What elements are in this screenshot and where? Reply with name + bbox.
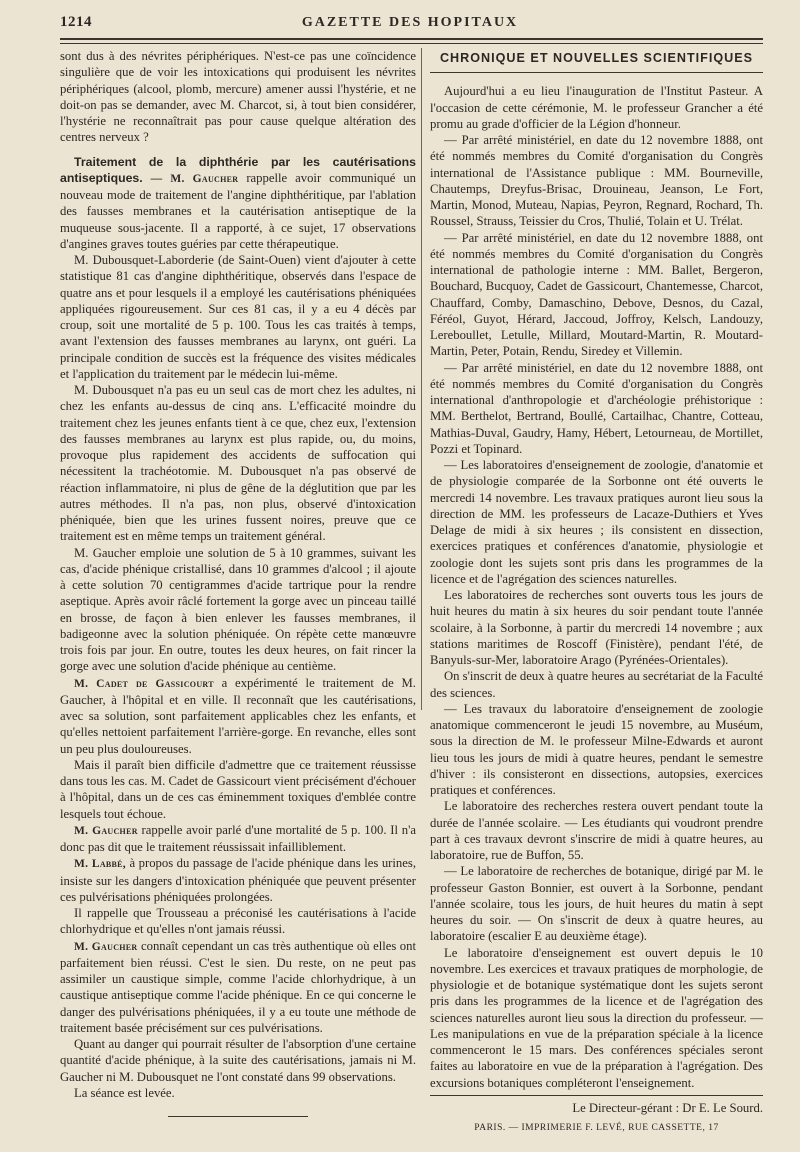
paragraph: On s'inscrit de deux à quatre heures au secrétariat de la Faculté des sciences.: [430, 669, 763, 700]
paragraph: Le laboratoire des recherches restera ouvert pendant toute la durée de l'année scolaire. — Les étudiants qui voudront prendre part à ces travaux devront s'inscrire de midi à quatre heures, au laboratoire, rue de Buffon, 55.: [430, 799, 763, 862]
header-rule-thin: [60, 43, 763, 44]
paragraph-text: rappelle avoir communiqué un nouveau mode de traitement de l'angine diphthéritique, par l'ablation des fausses membranes et la cautérisation antiseptique de la muqueuse sous-jacente. Il a rapporté, à ce sujet, 17 observations d'angines graves toutes guéries par cette thérapeutique.: [60, 170, 416, 251]
speaker-name: M. Cadet de Gassicourt: [74, 677, 214, 690]
signature: Le Directeur-gérant : Dr E. Le Sourd.: [430, 1095, 763, 1116]
section-heading: CHRONIQUE ET NOUVELLES SCIENTIFIQUES: [430, 50, 763, 73]
paragraph: Les laboratoires de recherches sont ouverts tous les jours de huit heures du matin à six heures du soir pendant toute l'année scolaire, à la Sorbonne, à partir du mercredi 14 novembre ; aux stations maritimes de Roscoff (Finistère), pendant l'été, de Banyuls-sur-Mer, laboratoire Arago (Pyrénées-Orientales).: [430, 588, 763, 667]
paragraph: [60, 675, 416, 757]
right-column: [430, 48, 763, 1136]
paragraph-text: à propos du passage de l'acide phénique dans les urines, insiste sur les dangers d'intoxication phéniquée que peuvent présenter ces pulvérisations phéniquées prolongées.: [60, 856, 416, 904]
page-header: [60, 14, 760, 34]
left-column: [60, 48, 416, 1121]
paragraph: — Les travaux du laboratoire d'enseignement de zoologie anatomique commenceront le jeudi 15 novembre, au Muséum, sous la direction de M. le professeur Milne-Edwards et auront lieu tous les jours de midi à quatre heures, pendant le semestre d'hiver : ils consisteront en dissections, autopsies, exercices pratiques et conférences.: [430, 701, 763, 797]
paragraph: — Le laboratoire de recherches de botanique, dirigé par M. le professeur Gaston Bonnier, est ouvert à la Sorbonne, pendant l'année scolaire, tous les jours, de huit heures du matin à sept heures du soir. — On s'inscrit de deux à quatre heures, au laboratoire (escalier E au deuxième étage).: [430, 864, 763, 944]
column-divider: [421, 48, 422, 710]
paragraph-text: rappelle avoir parlé d'une mortalité de 5 p. 100. Il n'a donc pas dit que le traitement réussissait infailliblement.: [60, 822, 416, 854]
paragraph-text: a expérimenté le traitement de M. Gaucher, à l'hôpital et en ville. Il reconnaît que les cautérisations, avec sa solution, sont parfaitement applicables chez les enfants, et qu'elles nettoient parfaitement l'arrière-gorge. En revanche, elles sont un peu plus douloureuses.: [60, 675, 416, 756]
running-title: GAZETTE DES HOPITAUX: [301, 15, 519, 30]
paragraph: M. Dubousquet n'a pas eu un seul cas de mort chez les adultes, ni chez les enfants au-dessus de cinq ans. L'efficacité moindre du traitement chez les jeunes enfants tient à ce que, chez eux, l'extension des fausses membranes au larynx est plus rapide, ou, du moins, provoque plus rapidement des accidents de suffocation qui nécessitent la trachéotomie. M. Dubousquet n'a pas observé de réaction inflammatoire, ni plus de gêne de la déglutition que par les autres méthodes. Il n'a pas, non plus, observé d'intoxication phéniquée, bien que les urines fussent noires, preuve que ce traitement est en même temps un traitement général.: [60, 383, 416, 544]
paragraph: Aujourd'hui a eu lieu l'inauguration de l'Institut Pasteur. A l'occasion de cette cérémonie, M. le professeur Grancher a été promu au grade d'officier de la Légion d'honneur.: [430, 84, 763, 131]
speaker-name: — M. Gaucher: [150, 172, 239, 185]
paragraph: — Par arrêté ministériel, en date du 12 novembre 1888, ont été nommés membres du Comité d'organisation du Congrès international de pathologie interne : MM. Ballet, Bergeron, Bouchard, Bucquoy, Cadet de Gassicourt, Chantemesse, Charcot, Chauffard, Comby, Damaschino, Debove, Desnos, du Cazal, Féréol, Guyot, Hérard, Jaccoud, Joffroy, Kelsch, Landouzy, Lereboullet, Letulle, Millard, Moutard-Martin, R. Moutard-Martin, Peter, Potain, Rendu, Siredey et Villemin.: [430, 230, 763, 359]
speaker-name: M. Labbé,: [74, 858, 126, 871]
speaker-name: M. Gaucher: [74, 940, 138, 953]
header-rule: [60, 38, 763, 40]
paragraph-text: connaît cependant un cas très authentique où elles ont parfaitement bien réussi. C'est le sien. Du reste, on ne peut pas assimiler un caustique simple, comme l'acide chlorhydrique, à un caustique antiseptique comme l'acide phénique. En ce qui concerne le danger des pulvérisations phéniquées, il y a eu toute une méthode de traitement basée précisément sur ces pulvérisations.: [60, 938, 416, 1035]
section-paragraph: [60, 154, 416, 253]
paragraph: [60, 822, 416, 856]
paragraph: La séance est levée.: [74, 1085, 175, 1100]
paragraph: M. Gaucher emploie une solution de 5 à 10 grammes, suivant les cas, d'acide phénique cristallisé, dans 10 grammes d'alcool ; il ajoute à cette solution 70 centigrammes d'acide tartrique pour la rendre aseptique. Après avoir râclé fortement la gorge avec un pinceau taillé en brosse, de façon à bien enlever les fausses membranes, il badigeonne avec la solution phéniquée. On répète cette manœuvre trois fois par jour. En outre, toutes les deux heures, on fait rincer la gorge avec une solution d'acide phénique au centième.: [60, 545, 416, 674]
paragraph: M. Dubousquet-Laborderie (de Saint-Ouen) vient d'ajouter à cette statistique 81 cas d'angine diphthéritique, observés dans l'espace de quatre ans et pour lesquels il a employé les cautérisations phéniquées appliquées rigoureusement. Sur ces 81 cas, il y a eu 4 décès par croup, soit une mortalité de 5 p. 100. Tous les cas traités à temps, avant l'extension des fausses membranes au larynx, ont guéri. La principale condition de succès est la fréquence des visites médicales et l'application du traitement par le médecin lui-même.: [60, 253, 416, 381]
paragraph: [60, 938, 416, 1037]
paragraph: Le laboratoire d'enseignement est ouvert depuis le 10 novembre. Les exercices et travaux pratiques de morphologie, de physiologie et de botanique systématique dont les sujets seront pris dans les programmes de la licence et de l'agrégation des sciences naturelles auront lieu sous la direction du professeur. — Les manipulations en vue de la préparation spéciale à la licence commenceront le 15 mars. Des conférences spéciales seront faites au laboratoire en vue de la préparation à l'agrégation. Des excursions botaniques compléteront l'enseignement.: [430, 945, 763, 1090]
page-number: 1214: [60, 14, 92, 30]
paragraph: [60, 855, 416, 905]
paragraph: — Par arrêté ministériel, en date du 12 novembre 1888, ont été nommés membres du Comité d'organisation du Congrès international d'anthropologie et d'archéologie préhistorique : MM. Berthelot, Bertrand, Boullé, Cartailhac, Chantre, Cotteau, Mathias-Duval, Gaudry, Hamy, Hébert, Letourneau, de Mortillet, Pozzi et Topinard.: [430, 360, 763, 456]
printer-imprint: PARIS. — IMPRIMERIE F. LEVÉ, RUE CASSETTE, 17: [474, 1123, 719, 1133]
paragraph: sont dus à des névrites périphériques. N'est-ce pas une coïncidence singulière que de voir les intoxications qui produisent les névrites périphériques (alcool, plomb, mercure) amener aussi l'hystérie, et ne doit-on pas se demander, avec M. Charcot, si, à tout bien considérer, l'hystérie ne reconnaîtrait pas pour cause quelque altération des centres nerveux ?: [60, 49, 416, 145]
paragraph: — Les laboratoires d'enseignement de zoologie, d'anatomie et de physiologie comparée de la Sorbonne ont été ouverts le mercredi 14 novembre. Les travaux pratiques auront lieu sous la direction de MM. les professeurs de Lacaze-Duthiers et Yves Delage de midi à six heures ; ils consistent en dissection, exercices pratiques et conférences d'anatomie, physiologie et zoologie dont les sujets sont pris dans les programmes de la licence et de l'agrégation des sciences naturelles.: [430, 458, 763, 586]
speaker-name: M. Gaucher: [74, 824, 138, 837]
paragraph: Il rappelle que Trousseau a préconisé les cautérisations à l'acide chlorhydrique et qu'elles n'ont jamais réussi.: [60, 906, 416, 937]
paragraph: Quant au danger qui pourrait résulter de l'absorption d'une certaine quantité d'acide phénique, à la suite des cautérisations, jamais ni M. Gaucher ni M. Dubousquet ne l'ont constaté dans 99 observations.: [60, 1037, 416, 1084]
end-rule: [60, 1105, 416, 1121]
paragraph: Mais il paraît bien difficile d'admettre que ce traitement réussisse dans tous les cas. M. Cadet de Gassicourt vient précisément d'échouer à l'hôpital, dans un de ces cas éminemment toxiques d'emblée contre lesquels tout échoue.: [60, 757, 416, 821]
paragraph: — Par arrêté ministériel, en date du 12 novembre 1888, ont été nommés membres du Comité d'organisation du Congrès international de l'Assistance publique : MM. Bourneville, Chautemps, Dreyfus-Brisac, Drouineau, Jeanson, Le Fort, Martin, Monod, Muteau, Napias, Peyron, Regnard, Rochard, Th. Roussel, Strauss, Teissier du Cros, Thulié, Tolain et U. Trélat.: [430, 133, 763, 229]
section-title: Traitement de la diphthérie par les cautérisations antiseptiques.: [60, 154, 416, 185]
